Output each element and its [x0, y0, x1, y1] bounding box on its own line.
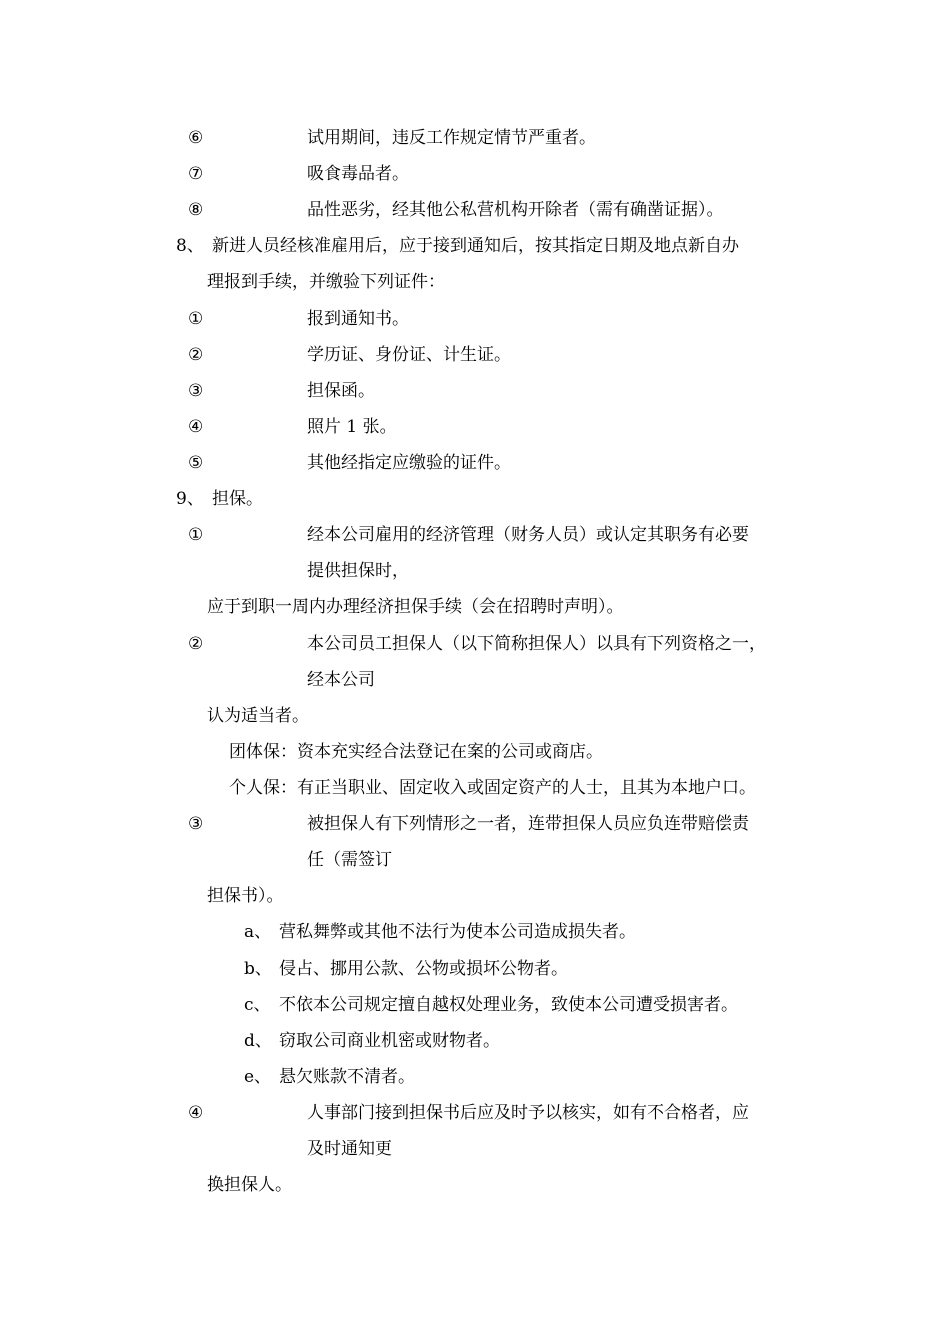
- list-marker: ⑧: [188, 200, 204, 220]
- list-item-text: 其他经指定应缴验的证件。: [307, 453, 511, 473]
- list-marker: ③: [188, 814, 204, 834]
- sub-list-item-text: 窃取公司商业机密或财物者。: [279, 1031, 500, 1051]
- list-marker: ⑦: [188, 164, 204, 184]
- list-marker: ②: [188, 345, 204, 365]
- list-item-text: 被担保人有下列情形之一者，连带担保人员应负连带赔偿责: [307, 814, 749, 834]
- list-marker: ④: [188, 417, 204, 437]
- list-marker: ⑥: [188, 128, 204, 148]
- list-item-text: 本公司员工担保人（以下简称担保人）以具有下列资格之一，: [307, 634, 766, 654]
- sub-list-marker: a、: [244, 922, 272, 942]
- paragraph-text: 个人保：有正当职业、固定收入或固定资产的人士，且其为本地户口。: [229, 778, 756, 798]
- section-number: 9、: [176, 489, 204, 509]
- list-item-text-continued: 及时通知更: [307, 1139, 392, 1159]
- sub-list-marker: c、: [244, 995, 271, 1015]
- list-marker: ④: [188, 1103, 204, 1123]
- sub-list-item-text: 悬欠账款不清者。: [279, 1067, 415, 1087]
- paragraph-text: 认为适当者。: [207, 706, 309, 726]
- list-marker: ①: [188, 309, 204, 329]
- list-item-text: 报到通知书。: [307, 309, 409, 329]
- list-item-text: 吸食毒品者。: [307, 164, 409, 184]
- sub-list-marker: d、: [244, 1031, 272, 1051]
- list-item-text: 照片 1 张。: [307, 417, 397, 437]
- list-item-text: 试用期间，违反工作规定情节严重者。: [307, 128, 596, 148]
- paragraph-text: 换担保人。: [207, 1175, 292, 1195]
- list-item-text: 品性恶劣，经其他公私营机构开除者（需有确凿证据）。: [307, 200, 724, 220]
- list-item-text: 担保函。: [307, 381, 375, 401]
- paragraph-text: 应于到职一周内办理经济担保手续（会在招聘时声明）。: [207, 597, 624, 617]
- list-item-text-continued: 经本公司: [307, 670, 375, 690]
- list-marker: ①: [188, 525, 204, 545]
- sub-list-marker: b、: [244, 959, 272, 979]
- list-marker: ⑤: [188, 453, 204, 473]
- sub-list-item-text: 侵占、挪用公款、公物或损坏公物者。: [279, 959, 568, 979]
- list-item-text: 经本公司雇用的经济管理（财务人员）或认定其职务有必要: [307, 525, 749, 545]
- sub-list-item-text: 营私舞弊或其他不法行为使本公司造成损失者。: [279, 922, 636, 942]
- paragraph-text: 担保书）。: [207, 886, 284, 906]
- list-item-text-continued: 提供担保时，: [307, 561, 409, 581]
- sub-list-item-text: 不依本公司规定擅自越权处理业务，致使本公司遭受损害者。: [279, 995, 738, 1015]
- list-item-text: 学历证、身份证、计生证。: [307, 345, 511, 365]
- section-text-continued: 理报到手续，并缴验下列证件：: [207, 272, 445, 292]
- list-item-text-continued: 任（需签订: [307, 850, 392, 870]
- list-item-text: 人事部门接到担保书后应及时予以核实，如有不合格者，应: [307, 1103, 749, 1123]
- list-marker: ③: [188, 381, 204, 401]
- list-marker: ②: [188, 634, 204, 654]
- section-number: 8、: [176, 236, 204, 256]
- sub-list-marker: e、: [244, 1067, 272, 1087]
- paragraph-text: 团体保：资本充实经合法登记在案的公司或商店。: [229, 742, 603, 762]
- section-text: 担保。: [212, 489, 263, 509]
- section-text: 新进人员经核准雇用后，应于接到通知后，按其指定日期及地点新自办: [212, 236, 739, 256]
